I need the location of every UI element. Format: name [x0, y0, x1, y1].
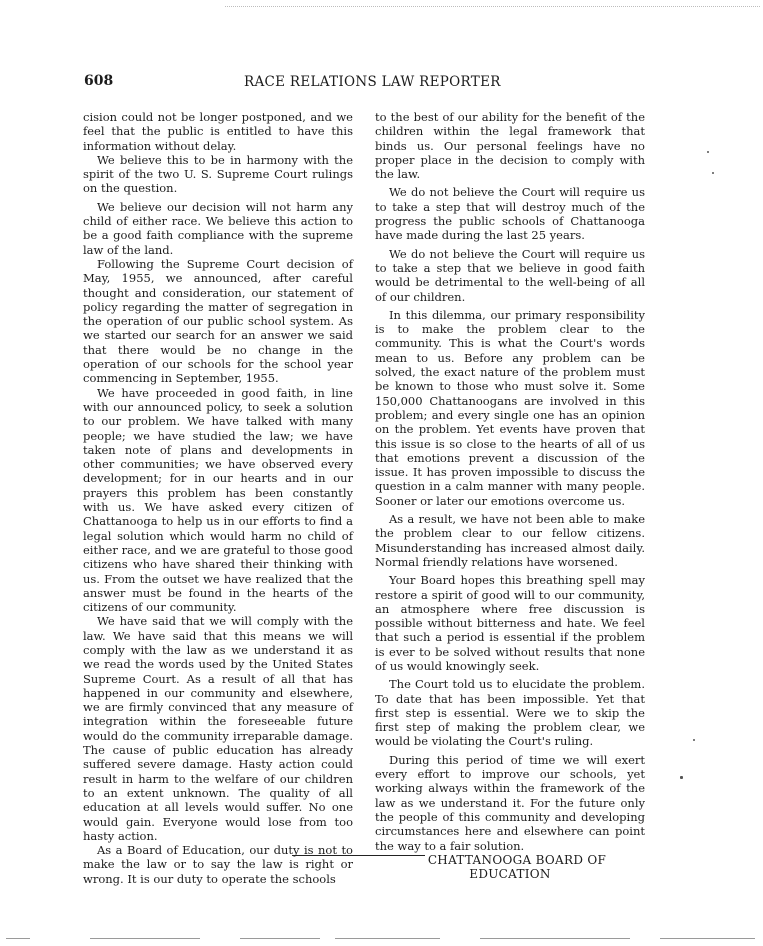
paragraph: Following the Supreme Court decision of May, 1955, we announced, after careful thought and consideration, our statement of policy regarding the matter of segregation in the operation of our public school system. As we started our search for an answer we said that there would be no change in the operation of our schools for the school year commencing in September, 1955. [83, 256, 353, 386]
paragraph: We do not believe the Court will require us to take a step that we believe in good faith would be detrimental to the well-being of all of our children. [375, 246, 645, 304]
closing-rule [292, 855, 425, 856]
right-column [375, 110, 645, 881]
left-column [83, 110, 353, 886]
scan-edge-line [90, 938, 200, 939]
paragraph: In this dilemma, our primary responsibility is to make the problem clear to the community. This is what the Court's words mean to us. Before any problem can be solved, the exact nature of the problem must be known to those who must solve it. Some 150,000 Chattanoogans are involved in this problem; and every single one has an opinion on the problem. Yet events have proven that this issue is so close to the hearts of all of us that emotions prevent a discussion of the issue. It has proven impossible to discuss the question in a calm manner with many people. Sooner or later our emotions overcome us. [375, 307, 645, 508]
signature: CHATTANOOGA BOARD OF EDUCATION [427, 852, 607, 882]
scan-edge-line [240, 938, 320, 939]
paragraph: The Court told us to elucidate the problem. To date that has been impossible. Yet that first step is essential. Were we to skip the first step of making the problem clear, we would be violating the Court's ruling. [375, 677, 645, 749]
scan-speck [693, 739, 695, 741]
paragraph: We do not believe the Court will require us to take a step that will destroy much of the progress the public schools of Chattanooga have made during the last 25 years. [375, 185, 645, 243]
paragraph: We have said that we will comply with the law. We have said that this means we will comply with the law as we understand it as we read the words used by the United States Supreme Court. As a result of all that has happened in our community and elsewhere, we are firmly convinced that any measure of integration within the foreseeable future would do the community irreparable damage. The cause of public education has already suffered severe damage. Hasty action could result in harm to the welfare of our children to an extent unknown. The quality of all education at all levels would suffer. No one would gain. Everyone would lose from too hasty action. [83, 614, 353, 843]
scan-edge-line [335, 938, 440, 939]
scan-speck [712, 172, 714, 174]
scan-edge-line [6, 938, 30, 939]
paragraph: During this period of time we will exert every effort to improve our schools, yet working always within the framework of the law as we understand it. For the future only the people of this community and developing circumstances here and elsewhere can point the way to a fair solution. [375, 752, 645, 853]
paragraph: As a result, we have not been able to make the problem clear to our fellow citizens. Misunderstanding has increased almost daily. Normal friendly relations have worsened. [375, 512, 645, 569]
running-head: RACE RELATIONS LAW REPORTER [244, 74, 501, 90]
paragraph: cision could not be longer postponed, and we feel that the public is entitled to have this information without delay. [83, 110, 353, 153]
scan-edge-dots [225, 6, 760, 7]
page-header [84, 73, 649, 93]
paragraph: to the best of our ability for the benefit of the children within the legal framework that binds us. Our personal feelings have no proper place in the decision to comply with the law. [375, 110, 645, 182]
paragraph: We believe our decision will not harm any child of either race. We believe this action to be a good faith compliance with the supreme law of the land. [83, 199, 353, 257]
paragraph: We believe this to be in harmony with the spirit of the two U. S. Supreme Court rulings on the question. [83, 152, 353, 196]
paragraph: Your Board hopes this breathing spell may restore a spirit of good will to our community, an atmosphere where free discussion is possible without bitterness and hate. We feel that such a period is essential if the problem is ever to be solved without results that none of us would knowingly seek. [375, 573, 645, 673]
scan-edge-line [660, 938, 755, 939]
page-number: 608 [84, 73, 114, 89]
scan-edge-line [480, 938, 630, 939]
scan-speck [707, 151, 709, 153]
scan-speck [680, 776, 683, 779]
paragraph: As a Board of Education, our duty is not to make the law or to say the law is right or wrong. It is our duty to operate the schools [83, 843, 353, 886]
paragraph: We have proceeded in good faith, in line with our announced policy, to seek a solution to our problem. We have talked with many people; we have studied the law; we have taken note of plans and developments in other communities; we have observed every development; for in our hearts and in our prayers this problem has been constantly with us. We have asked every citizen of Chattanooga to help us in our efforts to find a legal solution which would harm no child of either race, and we are grateful to those good citizens who have shared their thinking with us. From the outset we have realized that the answer must be found in the hearts of the citizens of our community. [83, 385, 353, 615]
